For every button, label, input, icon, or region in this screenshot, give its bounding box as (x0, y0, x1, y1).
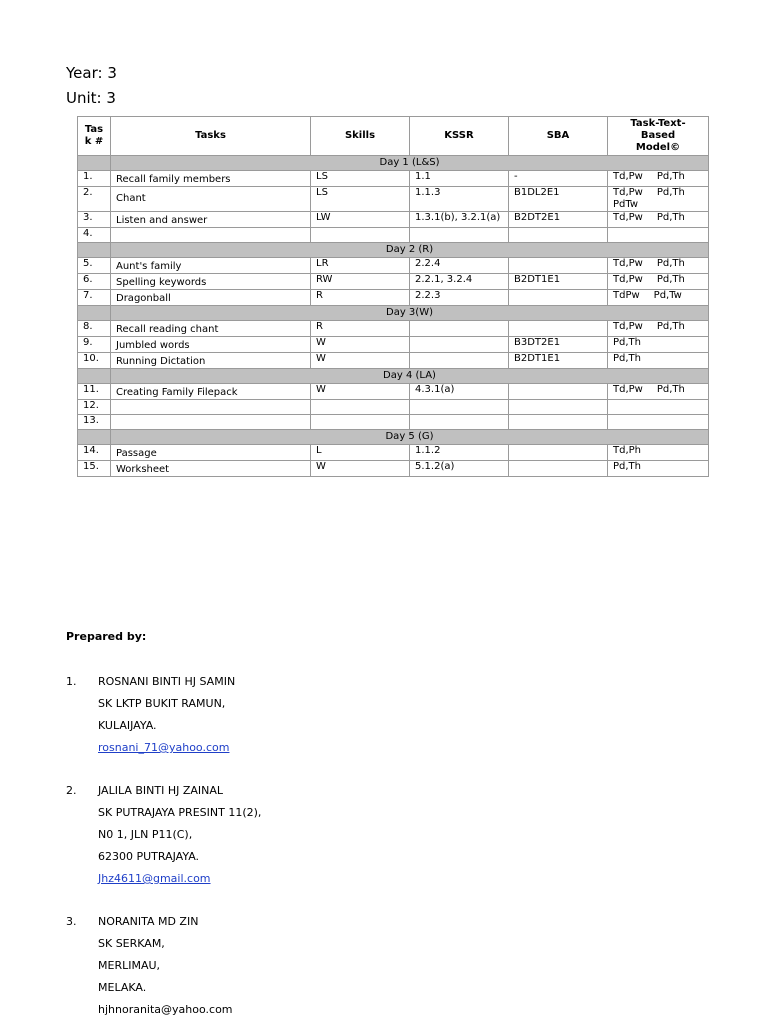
model-code: Pd,Th (656, 258, 685, 269)
day-header-row (78, 430, 709, 445)
skills-cell: W (311, 461, 410, 477)
header-model: Task-Text- Based Model© (608, 117, 709, 156)
day-header-spacer (78, 369, 111, 384)
sba-cell (509, 400, 608, 415)
kssr-cell (410, 353, 509, 369)
skills-cell (311, 400, 410, 415)
kssr-cell: 1.1.3 (410, 187, 509, 212)
kssr-cell: 1.3.1(b), 3.2.1(a) (410, 212, 509, 228)
sba-cell: B2DT1E1 (509, 274, 608, 290)
header-skills: Skills (311, 117, 410, 156)
table-row (78, 384, 709, 400)
task-name-cell: Jumbled words (111, 337, 311, 353)
model-code: Td,Pw (613, 321, 643, 332)
contact-email: hjhnoranita@yahoo.com (98, 1003, 233, 1016)
lesson-plan-table (77, 116, 709, 477)
model-code: Pd,Th (656, 321, 685, 332)
model-code: PdTw (613, 199, 639, 210)
skills-cell: RW (311, 274, 410, 290)
model-cell (608, 353, 709, 369)
task-number-cell: 10. (78, 353, 111, 369)
task-name-cell: Aunt's family (111, 258, 311, 274)
model-code: Pd,Th (613, 353, 642, 364)
model-cell (608, 290, 709, 306)
day-label: Day 3(W) (111, 306, 709, 321)
task-number-cell: 8. (78, 321, 111, 337)
task-number-cell: 1. (78, 171, 111, 187)
contact-address: N0 1, JLN P11(C), (98, 828, 193, 841)
table-row (78, 212, 709, 228)
model-cell (608, 212, 709, 228)
model-code: Td,Ph (613, 445, 642, 456)
skills-cell: W (311, 384, 410, 400)
model-code: Pd,Th (656, 274, 685, 285)
task-name-cell: Worksheet (111, 461, 311, 477)
day-header-row (78, 243, 709, 258)
sba-cell: B2DT1E1 (509, 353, 608, 369)
header-tasks: Tasks (111, 117, 311, 156)
skills-cell: LS (311, 187, 410, 212)
table-row (78, 187, 709, 212)
day-header-spacer (78, 306, 111, 321)
task-name-cell: Recall family members (111, 171, 311, 187)
kssr-cell: 4.3.1(a) (410, 384, 509, 400)
table-row (78, 353, 709, 369)
task-name-cell: Spelling keywords (111, 274, 311, 290)
contact-address: SK LKTP BUKIT RAMUN, (98, 697, 226, 710)
model-cell (608, 258, 709, 274)
day-header-spacer (78, 156, 111, 171)
task-number-cell: 6. (78, 274, 111, 290)
task-number-cell: 4. (78, 228, 111, 243)
day-label: Day 1 (L&S) (111, 156, 709, 171)
model-code: Td,Pw (613, 187, 643, 198)
task-number-cell: 5. (78, 258, 111, 274)
contact-address: MELAKA. (98, 981, 147, 994)
kssr-cell: 2.2.3 (410, 290, 509, 306)
task-number-cell: 13. (78, 415, 111, 430)
task-number-cell: 11. (78, 384, 111, 400)
contact-name: NORANITA MD ZIN (98, 915, 199, 928)
sba-cell (509, 445, 608, 461)
table-row (78, 461, 709, 477)
day-header-row (78, 306, 709, 321)
sba-cell (509, 321, 608, 337)
sba-cell (509, 384, 608, 400)
model-code: Pd,Tw (653, 290, 682, 301)
kssr-cell: 2.2.4 (410, 258, 509, 274)
year-heading: Year: 3 (66, 64, 117, 82)
model-cell (608, 461, 709, 477)
skills-cell: R (311, 290, 410, 306)
contact-address: SK PUTRAJAYA PRESINT 11(2), (98, 806, 262, 819)
sba-cell (509, 415, 608, 430)
contact-number: 3. (66, 915, 77, 928)
day-header-row (78, 156, 709, 171)
model-cell (608, 415, 709, 430)
model-code: Pd,Th (656, 384, 685, 395)
task-number-cell: 2. (78, 187, 111, 212)
contact-address: SK SERKAM, (98, 937, 165, 950)
task-number-cell: 15. (78, 461, 111, 477)
kssr-cell (410, 400, 509, 415)
sba-cell: B3DT2E1 (509, 337, 608, 353)
header-sba: SBA (509, 117, 608, 156)
table-row (78, 445, 709, 461)
skills-cell (311, 228, 410, 243)
model-cell (608, 384, 709, 400)
contact-name: JALILA BINTI HJ ZAINAL (98, 784, 224, 797)
day-header-spacer (78, 430, 111, 445)
model-code: Pd,Th (613, 461, 642, 472)
table-row (78, 228, 709, 243)
task-number-cell: 3. (78, 212, 111, 228)
contact-number: 2. (66, 784, 77, 797)
table-row (78, 274, 709, 290)
unit-heading: Unit: 3 (66, 89, 116, 107)
skills-cell: LR (311, 258, 410, 274)
task-name-cell: Recall reading chant (111, 321, 311, 337)
model-code: Td,Pw (613, 274, 643, 285)
model-cell (608, 321, 709, 337)
skills-cell: W (311, 337, 410, 353)
sba-cell: - (509, 171, 608, 187)
skills-cell (311, 415, 410, 430)
table-row (78, 290, 709, 306)
contact-email-link[interactable]: Jhz4611@gmail.com (98, 872, 211, 885)
task-name-cell (111, 415, 311, 430)
skills-cell: LW (311, 212, 410, 228)
header-kssr: KSSR (410, 117, 509, 156)
contact-email-link[interactable]: rosnani_71@yahoo.com (98, 741, 230, 754)
skills-cell: W (311, 353, 410, 369)
kssr-cell (410, 228, 509, 243)
model-cell (608, 274, 709, 290)
task-number-cell: 9. (78, 337, 111, 353)
sba-cell (509, 228, 608, 243)
model-cell (608, 445, 709, 461)
task-name-cell: Listen and answer (111, 212, 311, 228)
model-cell (608, 187, 709, 212)
model-code: Pd,Th (656, 212, 685, 223)
task-number-cell: 7. (78, 290, 111, 306)
sba-cell (509, 461, 608, 477)
task-name-cell: Creating Family Filepack (111, 384, 311, 400)
model-code: Td,Pw (613, 171, 643, 182)
table-row (78, 415, 709, 430)
sba-cell (509, 258, 608, 274)
contact-address: 62300 PUTRAJAYA. (98, 850, 200, 863)
kssr-cell: 5.1.2(a) (410, 461, 509, 477)
task-name-cell: Chant (111, 187, 311, 212)
skills-cell: R (311, 321, 410, 337)
model-cell (608, 171, 709, 187)
task-name-cell (111, 400, 311, 415)
table-row (78, 337, 709, 353)
day-header-row (78, 369, 709, 384)
task-name-cell: Passage (111, 445, 311, 461)
task-name-cell: Dragonball (111, 290, 311, 306)
contact-name: ROSNANI BINTI HJ SAMIN (98, 675, 236, 688)
task-number-cell: 12. (78, 400, 111, 415)
header-task-number: Tas k # (78, 117, 111, 156)
table-row (78, 258, 709, 274)
table-header-row (78, 117, 709, 156)
skills-cell: LS (311, 171, 410, 187)
skills-cell: L (311, 445, 410, 461)
sba-cell: B2DT2E1 (509, 212, 608, 228)
table-row (78, 321, 709, 337)
model-cell (608, 337, 709, 353)
day-header-spacer (78, 243, 111, 258)
kssr-cell (410, 415, 509, 430)
prepared-by-label: Prepared by: (66, 630, 147, 643)
day-label: Day 4 (LA) (111, 369, 709, 384)
day-label: Day 2 (R) (111, 243, 709, 258)
model-code: Pd,Th (613, 337, 642, 348)
model-code: Pd,Th (656, 187, 685, 198)
kssr-cell (410, 321, 509, 337)
model-code: Td,Pw (613, 384, 643, 395)
task-name-cell (111, 228, 311, 243)
kssr-cell: 2.2.1, 3.2.4 (410, 274, 509, 290)
kssr-cell (410, 337, 509, 353)
day-label: Day 5 (G) (111, 430, 709, 445)
model-code: TdPw (613, 290, 640, 301)
table-row (78, 400, 709, 415)
contact-address: KULAIJAYA. (98, 719, 157, 732)
kssr-cell: 1.1.2 (410, 445, 509, 461)
model-cell (608, 228, 709, 243)
model-cell (608, 400, 709, 415)
kssr-cell: 1.1 (410, 171, 509, 187)
contact-number: 1. (66, 675, 77, 688)
task-name-cell: Running Dictation (111, 353, 311, 369)
contact-address: MERLIMAU, (98, 959, 161, 972)
model-code: Td,Pw (613, 258, 643, 269)
table-row (78, 171, 709, 187)
task-number-cell: 14. (78, 445, 111, 461)
model-code: Pd,Th (656, 171, 685, 182)
sba-cell (509, 290, 608, 306)
model-code: Td,Pw (613, 212, 643, 223)
sba-cell: B1DL2E1 (509, 187, 608, 212)
